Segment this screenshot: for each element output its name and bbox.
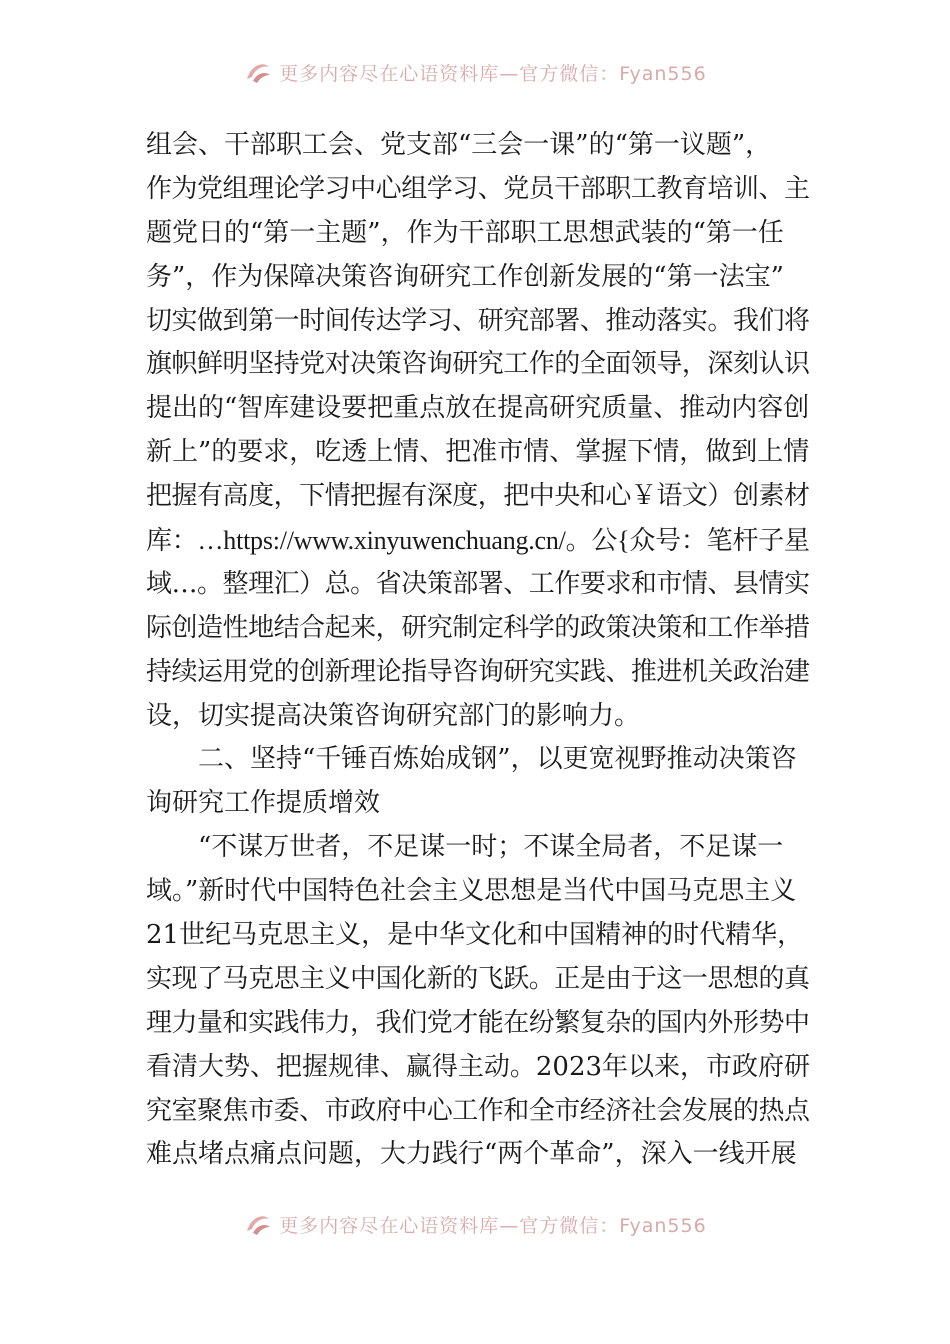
- body-line: 库：…https://www.xinyuwenchuang.cn/。公{众号：笔杆子星: [146, 526, 810, 556]
- footer-watermark-text: 更多内容尽在心语资料库—官方微信：Fyan556: [279, 1214, 707, 1237]
- body-line: 设，切实提高决策咨询研究部门的影响力。: [146, 700, 641, 731]
- body-line: 务”，作为保障决策咨询研究工作创新发展的“第一法宝”: [146, 261, 784, 292]
- header-watermark-text: 更多内容尽在心语资料库—官方微信：Fyan556: [279, 62, 707, 85]
- body-line: 究室聚焦市委、市政府中心工作和全市经济社会发展的热点: [146, 1095, 810, 1126]
- body-line: 难点堵点痛点问题，大力践行“两个革命”，深入一线开展: [146, 1139, 797, 1170]
- body-line: 组会、干部职工会、党支部“三会一课”的“第一议题”，: [146, 130, 772, 160]
- body-line: 看清大势、把握规律、赢得主动。2023年以来，市政府研: [146, 1051, 810, 1082]
- body-line: 理力量和实践伟力，我们党才能在纷繁复杂的国内外形势中: [146, 1007, 810, 1038]
- body-line: 际创造性地结合起来，研究制定科学的政策决策和工作举措: [146, 612, 810, 643]
- body-line: 21世纪马克思主义，是中华文化和中国精神的时代精华，: [146, 920, 804, 951]
- header-watermark-banner: [0, 52, 950, 92]
- body-line: 新上”的要求，吃透上情、把准市情、掌握下情，做到上情: [146, 437, 810, 468]
- body-line: 域…。整理汇）总。省决策部署、工作要求和市情、县情实: [146, 568, 810, 599]
- body-line: 实现了马克思主义中国化新的飞跃。正是由于这一思想的真: [146, 963, 810, 994]
- section-heading-line: 二、坚持“千锤百炼始成钢”，以更宽视野推动决策咨: [198, 744, 797, 775]
- body-line: 提出的“智库建设要把重点放在提高研究质量、推动内容创: [146, 393, 810, 424]
- body-line: 作为党组理论学习中心组学习、党员干部职工教育培训、主: [146, 173, 810, 204]
- body-line: 题党日的“第一主题”，作为干部职工思想武装的“第一任: [146, 217, 784, 248]
- brand-logo-icon: [243, 1211, 273, 1237]
- body-line: 域。”新时代中国特色社会主义思想是当代中国马克思主义: [146, 876, 797, 907]
- brand-logo-icon: [243, 59, 273, 85]
- body-line: “不谋万世者，不足谋一时；不谋全局者，不足谋一: [198, 832, 784, 863]
- body-line: 切实做到第一时间传达学习、研究部署、推动落实。我们将: [146, 305, 810, 336]
- document-body: [146, 124, 810, 1177]
- footer-watermark-banner: [0, 1204, 950, 1244]
- section-heading-line: 询研究工作提质增效: [146, 788, 381, 819]
- body-line: 持续运用党的创新理论指导咨询研究实践、推进机关政治建: [146, 656, 810, 687]
- body-line: 把握有高度，下情把握有深度，把中央和心￥语文）创素材: [146, 481, 810, 512]
- body-line: 旗帜鲜明坚持党对决策咨询研究工作的全面领导，深刻认识: [146, 349, 810, 380]
